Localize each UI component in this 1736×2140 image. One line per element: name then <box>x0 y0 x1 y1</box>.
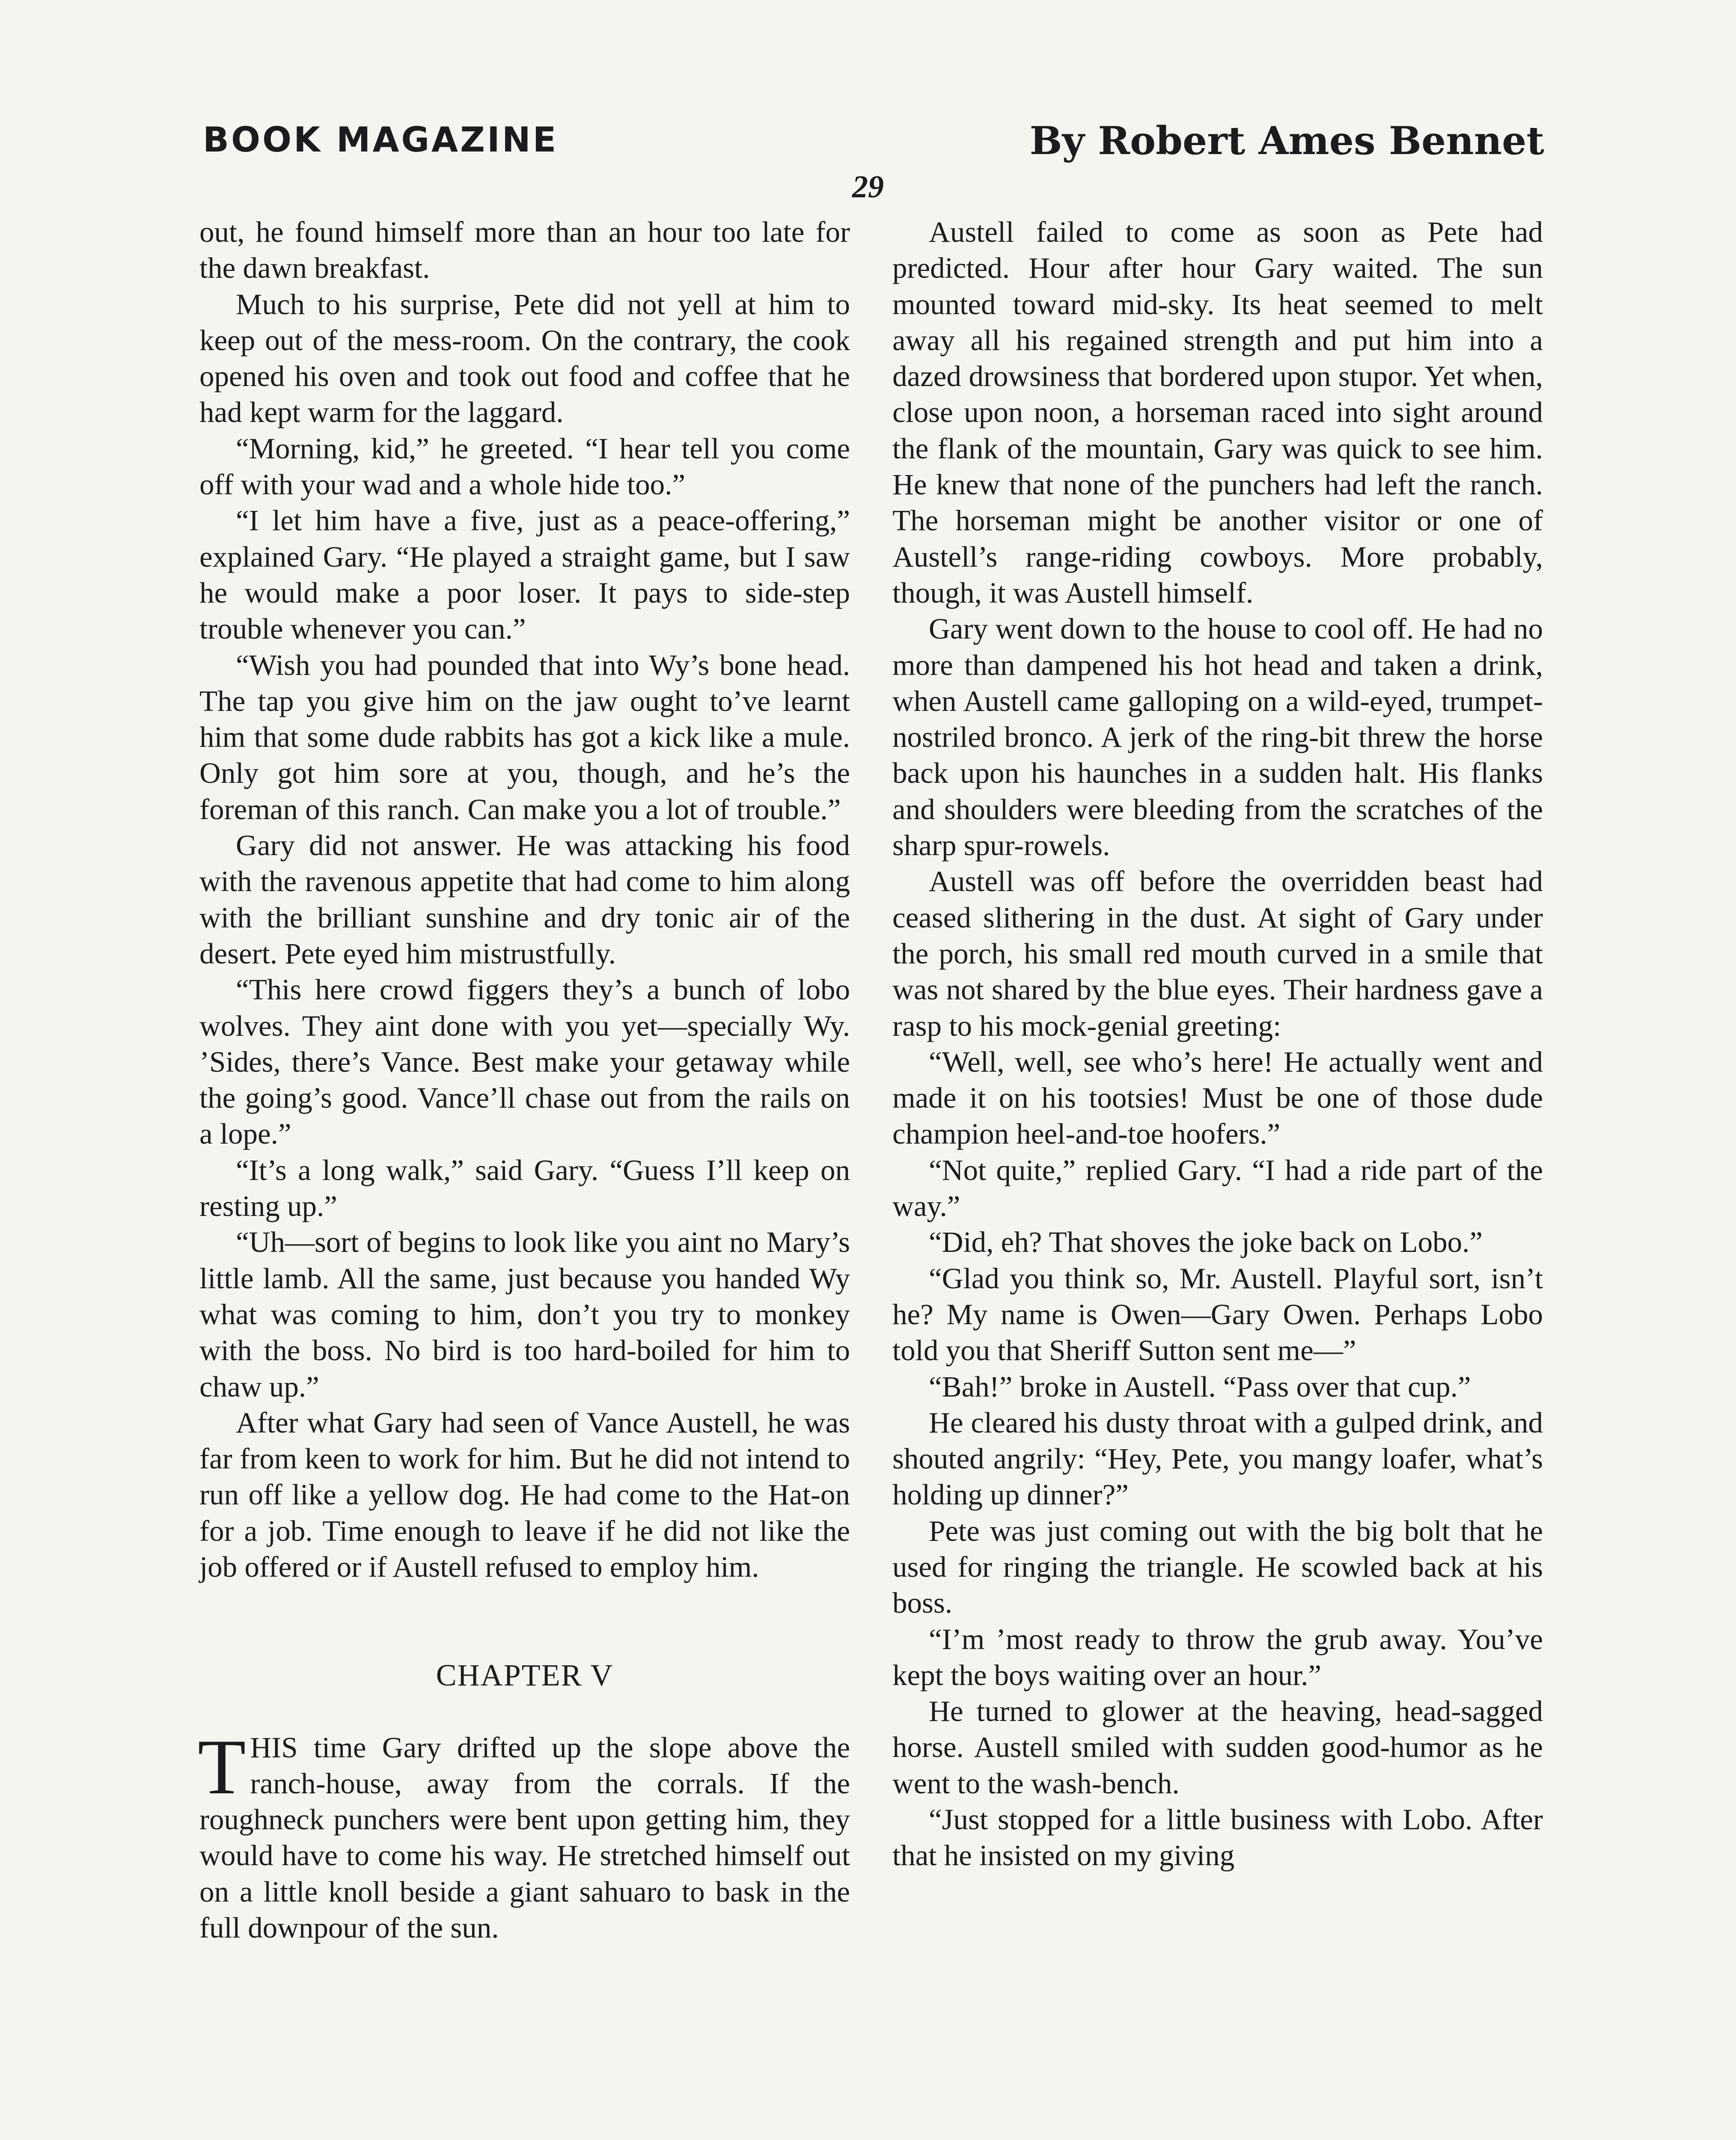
paragraph: “Well, well, see who’s here! He actually went and made it on his tootsies! Must be one of those dude champion heel-and-toe hoofers.” <box>892 1045 1543 1150</box>
chapter-heading: CHAPTER V <box>436 1658 614 1693</box>
paragraph: Much to his surprise, Pete did not yell at him to keep out of the mess-room. On the contrary, the cook opened his oven and took out food and coffee that he had kept warm for the laggard. <box>199 288 850 429</box>
paragraph: Austell was off before the overridden beast had ceased slithering in the dust. At sight of Gary under the porch, his small red mouth curved in a smile that was not shared by the blue eyes. Their hardness gave a rasp to his mock-genial greeting: <box>892 865 1543 1042</box>
paragraph: Austell failed to come as soon as Pete had predicted. Hour after hour Gary waited. The sun mounted toward mid-sky. Its heat seemed to melt away all his regained strength and put him into a dazed drowsiness that bordered upon stupor. Yet when, close upon noon, a horseman raced into sight around the flank of the mountain, Gary was quick to see him. He knew that none of the punchers had left the ranch. The horseman might be another visitor or one of Austell’s range-riding cowboys. More probably, though, it was Austell himself. <box>892 216 1543 609</box>
left-column <box>199 214 850 1946</box>
paragraph: He cleared his dusty throat with a gulped drink, and shouted angrily: “Hey, Pete, you mangy loafer, what’s holding up dinner?” <box>892 1406 1543 1511</box>
paragraph: “Morning, kid,” he greeted. “I hear tell you come off with your wad and a whole hide too.” <box>199 432 850 501</box>
paragraph: “This here crowd figgers they’s a bunch of lobo wolves. They aint done with you yet—specially Wy. ’Sides, there’s Vance. Best make your getaway while the going’s good. Vance’ll chase out from the rails on a lope.” <box>199 973 850 1150</box>
paragraph: out, he found himself more than an hour too late for the dawn breakfast. <box>199 216 850 285</box>
paragraph: “I’m ’most ready to throw the grub away. You’ve kept the boys waiting over an hour.” <box>892 1623 1543 1691</box>
paragraph: “Not quite,” replied Gary. “I had a ride part of the way.” <box>892 1153 1543 1223</box>
running-header-left: BOOK MAGAZINE <box>203 120 559 160</box>
paragraph: “I let him have a five, just as a peace-offering,” explained Gary. “He played a straight game, but I saw he would make a poor loser. It pays to side-step trouble whenever you can.” <box>199 504 850 645</box>
paragraph: “Bah!” broke in Austell. “Pass over that cup.” <box>929 1370 1471 1403</box>
paragraph: “Just stopped for a little business with Lobo. After that he insisted on my giving <box>892 1803 1543 1872</box>
drop-cap: T <box>198 1723 246 1810</box>
right-column <box>892 214 1543 1874</box>
paragraph: Gary did not answer. He was attacking his food with the ravenous appetite that had come to him along with the brilliant sunshine and dry tonic air of the desert. Pete eyed him mistrustfully. <box>199 829 850 970</box>
paragraph: Pete was just coming out with the big bolt that he used for ringing the triangle. He scowled back at his boss. <box>892 1514 1543 1620</box>
paragraph: Gary went down to the house to cool off. He had no more than dampened his hot head and taken a drink, when Austell came galloping on a wild-eyed, trumpet-nostriled bronco. A jerk of the ring-bit threw the horse back upon his haunches in a sudden halt. His flanks and shoulders were bleeding from the scratches of the sharp spur-rowels. <box>892 612 1543 862</box>
running-header-right: By Robert Ames Bennet <box>1029 118 1544 163</box>
paragraph: “Uh—sort of begins to look like you aint no Mary’s little lamb. All the same, just because you handed Wy what was coming to him, don’t you try to monkey with the boss. No bird is too hard-boiled for him to chaw up.” <box>199 1226 850 1403</box>
paragraph: After what Gary had seen of Vance Austell, he was far from keen to work for him. But he did not intend to run off like a yellow dog. He had come to the Hat-on for a job. Time enough to leave if he did not like the job offered or if Austell refused to employ him. <box>199 1406 850 1583</box>
paragraph: “It’s a long walk,” said Gary. “Guess I’ll keep on resting up.” <box>199 1153 850 1223</box>
page-number: 29 <box>852 169 884 205</box>
paragraph: “Did, eh? That shoves the joke back on Lobo.” <box>929 1226 1483 1259</box>
chapter-opening-text: HIS time Gary drifted up the slope above the ranch-house, away from the corrals. If the roughneck punchers were bent upon getting him, they would have to come his way. He stretched himself out on a little knoll beside a giant sahuaro to bask in the full downpour of the sun. <box>199 1731 850 1944</box>
paragraph: “Wish you had pounded that into Wy’s bone head. The tap you give him on the jaw ought to’ve learnt him that some dude rabbits has got a kick like a mule. Only got him sore at you, though, and he’s the foreman of this ranch. Can make you a lot of trouble.” <box>199 648 850 826</box>
chapter-opening-paragraph <box>198 1723 850 1946</box>
paragraph: “Glad you think so, Mr. Austell. Playful sort, isn’t he? My name is Owen—Gary Owen. Perhaps Lobo told you that Sheriff Sutton sent me—” <box>892 1262 1543 1367</box>
paragraph: He turned to glower at the heaving, head-sagged horse. Austell smiled with sudden good-humor as he went to the wash-bench. <box>892 1695 1543 1800</box>
